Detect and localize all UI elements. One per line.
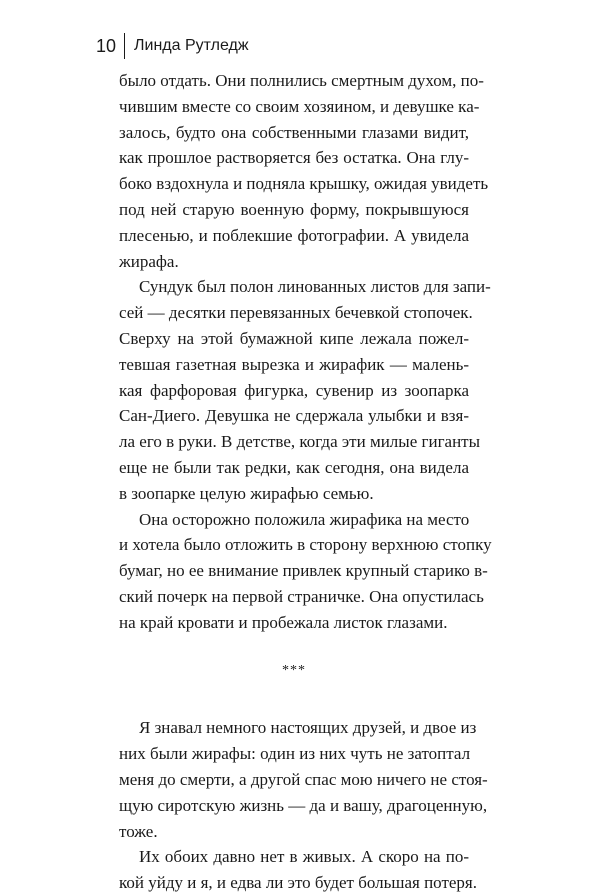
text-line: чившим вместе со своим хозяином, и девушке ка- [119,96,480,116]
text-block-after-separator [119,715,488,896]
page-body [119,68,492,896]
text-line: еще не были так редки, как сегодня, она видела [119,457,469,477]
text-line: тоже. [119,821,158,841]
text-line: тевшая газетная вырезка и жирафик — малень- [119,354,469,374]
text-line: плесенью, и поблекшие фотографии. А увидела [119,225,469,245]
text-line: в зоопарке целую жирафью семью. [119,483,374,503]
paragraph [119,507,492,636]
text-line: боко вздохнула и подняла крышку, ожидая увидеть [119,174,489,194]
text-line: на край кровати и пробежала листок глазами. [119,612,448,632]
text-line: Она осторожно положила жирафика на место [139,509,470,529]
text-line: жирафа. [119,251,179,271]
text-block-before-separator [119,68,492,636]
text-line: ла его в руки. В детстве, когда эти милые гиганты [119,432,481,452]
text-line: кая фарфоровая фигурка, сувенир из зоопарка [119,380,469,400]
paragraph [119,715,488,844]
text-line: них были жирафы: один из них чуть не затоптал [119,744,471,764]
paragraph [119,274,491,506]
text-line: Сан-Диего. Девушка не сдержала улыбки и взя- [119,406,469,426]
text-line: было отдать. Они полнились смертным духом, по- [119,71,484,90]
text-line: Их обоих давно нет в живых. А скоро на по- [139,847,469,867]
text-line: под ней старую военную форму, покрывшуюся [119,199,469,219]
text-line: ский почерк на первой страничке. Она опустилась [119,586,484,606]
text-line: бумаг, но ее внимание привлек крупный старико в- [119,561,488,581]
text-line: Сверху на этой бумажной кипе лежала пожел- [119,328,469,348]
text-line: и хотела было отложить в сторону верхнюю стопку [119,535,492,555]
running-head-author: Линда Рутледж [134,37,249,54]
text-line: залось, будто она собственными глазами видит, [119,122,469,142]
text-line: кой уйду и я, и едва ли это будет большая потеря. [119,873,477,893]
text-line: Я знавал немного настоящих друзей, и двое из [139,718,477,738]
paragraph [119,844,477,896]
text-line: как прошлое растворяется без остатка. Она глу- [119,148,469,168]
page-number: 10 [96,36,117,56]
page-header [96,34,249,58]
text-line: Сундук был полон линованных листов для запи- [139,277,491,297]
header-divider [124,33,125,59]
paragraph [119,68,489,274]
section-separator: *** [282,662,306,678]
text-line: щую сиротскую жизнь — да и вашу, драгоценную, [119,795,488,815]
text-line: сей — десятки перевязанных бечевкой стопочек. [119,303,473,323]
text-line: меня до смерти, а другой спас мою ничего не стоя- [119,769,488,789]
